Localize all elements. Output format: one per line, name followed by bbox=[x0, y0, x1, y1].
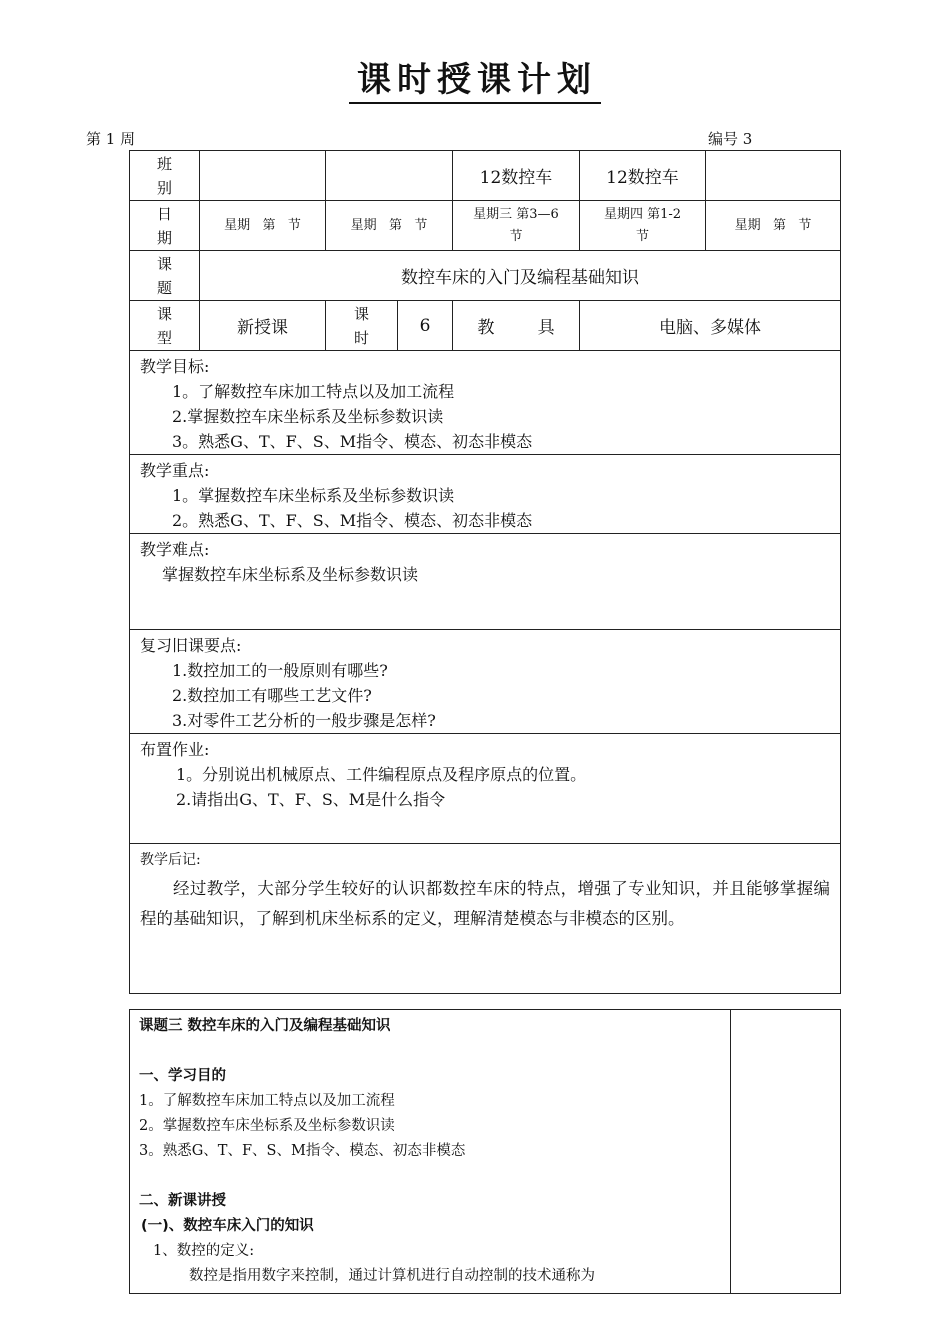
lesson-plan-table bbox=[129, 150, 841, 994]
date-cell-3: 星期三 第3—6 节 bbox=[453, 201, 580, 251]
lecture-notes-table bbox=[129, 1009, 841, 1294]
class-cell-2 bbox=[326, 151, 453, 201]
topic-label: 课 题 bbox=[130, 251, 200, 301]
subsection-heading: (一)、数控车床入门的知识 bbox=[141, 1218, 314, 1234]
goal-item: 1。了解数控车床加工特点以及加工流程 bbox=[139, 1093, 395, 1109]
tools-value: 电脑、多媒体 bbox=[580, 301, 841, 351]
class-cell-5 bbox=[706, 151, 841, 201]
date-cell-4: 星期四 第1-2 节 bbox=[580, 201, 706, 251]
key-points-heading: 教学重点: bbox=[140, 461, 210, 480]
class-row bbox=[130, 151, 841, 201]
homework-row bbox=[130, 734, 841, 844]
reflection-row bbox=[130, 844, 841, 994]
review-heading: 复习旧课要点: bbox=[140, 636, 242, 655]
definition-text: 数控是指用数字来控制，通过计算机进行自动控制的技术通称为 bbox=[189, 1268, 595, 1284]
homework-item: 2.请指出G、T、F、S、M是什么指令 bbox=[176, 790, 446, 809]
date-label: 日 期 bbox=[130, 201, 200, 251]
class-cell-1 bbox=[200, 151, 326, 201]
objectives-heading: 教学目标: bbox=[140, 357, 210, 376]
homework-item: 1。分别说出机械原点、工件编程原点及程序原点的位置。 bbox=[176, 765, 587, 784]
key-points-row bbox=[130, 455, 841, 534]
notes-main-cell bbox=[130, 1010, 731, 1294]
difficulty-item: 掌握数控车床坐标系及坐标参数识读 bbox=[162, 565, 419, 584]
class-cell-4: 12数控车 bbox=[580, 151, 706, 201]
key-points-cell bbox=[130, 455, 841, 534]
key-point-item: 2。熟悉G、T、F、S、M指令、模态、初态非模态 bbox=[172, 511, 533, 530]
objectives-cell bbox=[130, 351, 841, 455]
objective-item: 3。熟悉G、T、F、S、M指令、模态、初态非模态 bbox=[172, 432, 533, 451]
date-cell-5: 星期 第 节 bbox=[706, 201, 841, 251]
tools-label: 教 具 bbox=[453, 301, 580, 351]
type-label: 课 型 bbox=[130, 301, 200, 351]
difficulties-heading: 教学难点: bbox=[140, 540, 210, 559]
review-row bbox=[130, 630, 841, 734]
date-row bbox=[130, 201, 841, 251]
homework-cell bbox=[130, 734, 841, 844]
lesson-title: 课题三 数控车床的入门及编程基础知识 bbox=[139, 1018, 391, 1034]
objectives-row bbox=[130, 351, 841, 455]
key-point-item: 1。掌握数控车床坐标系及坐标参数识读 bbox=[172, 486, 455, 505]
reflection-cell bbox=[130, 844, 841, 994]
homework-heading: 布置作业: bbox=[140, 740, 210, 759]
difficulties-cell bbox=[130, 534, 841, 630]
hours-label: 课 时 bbox=[326, 301, 398, 351]
hours-value: 6 bbox=[398, 301, 453, 351]
page-title: 课时授课计划 bbox=[0, 52, 950, 101]
type-row bbox=[130, 301, 841, 351]
week-label: 第 1 周 bbox=[86, 130, 136, 148]
document-number: 编号 3 bbox=[708, 130, 753, 148]
difficulties-row bbox=[130, 534, 841, 630]
objective-item: 1。了解数控车床加工特点以及加工流程 bbox=[172, 382, 455, 401]
class-label: 班 别 bbox=[130, 151, 200, 201]
topic-value: 数控车床的入门及编程基础知识 bbox=[200, 251, 841, 301]
review-item: 3.对零件工艺分析的一般步骤是怎样? bbox=[172, 711, 436, 730]
class-cell-3: 12数控车 bbox=[453, 151, 580, 201]
definition-item: 1、数控的定义: bbox=[153, 1243, 255, 1259]
goal-item: 3。熟悉G、T、F、S、M指令、模态、初态非模态 bbox=[139, 1143, 466, 1159]
section-heading: 一、学习目的 bbox=[139, 1068, 226, 1084]
goal-item: 2。掌握数控车床坐标系及坐标参数识读 bbox=[139, 1118, 395, 1134]
type-value: 新授课 bbox=[200, 301, 326, 351]
review-cell bbox=[130, 630, 841, 734]
date-cell-2: 星期 第 节 bbox=[326, 201, 453, 251]
objective-item: 2.掌握数控车床坐标系及坐标参数识读 bbox=[172, 407, 444, 426]
review-item: 1.数控加工的一般原则有哪些? bbox=[172, 661, 388, 680]
date-cell-1: 星期 第 节 bbox=[200, 201, 326, 251]
reflection-text: 经过教学，大部分学生较好的认识都数控车床的特点，增强了专业知识，并且能够掌握编程的基础知识，了解到机床坐标系的定义，理解清楚模态与非模态的区别。 bbox=[140, 879, 830, 928]
notes-side-cell bbox=[731, 1010, 841, 1294]
section-heading: 二、新课讲授 bbox=[139, 1193, 226, 1209]
topic-row bbox=[130, 251, 841, 301]
reflection-heading: 教学后记: bbox=[140, 852, 201, 868]
review-item: 2.数控加工有哪些工艺文件? bbox=[172, 686, 372, 705]
